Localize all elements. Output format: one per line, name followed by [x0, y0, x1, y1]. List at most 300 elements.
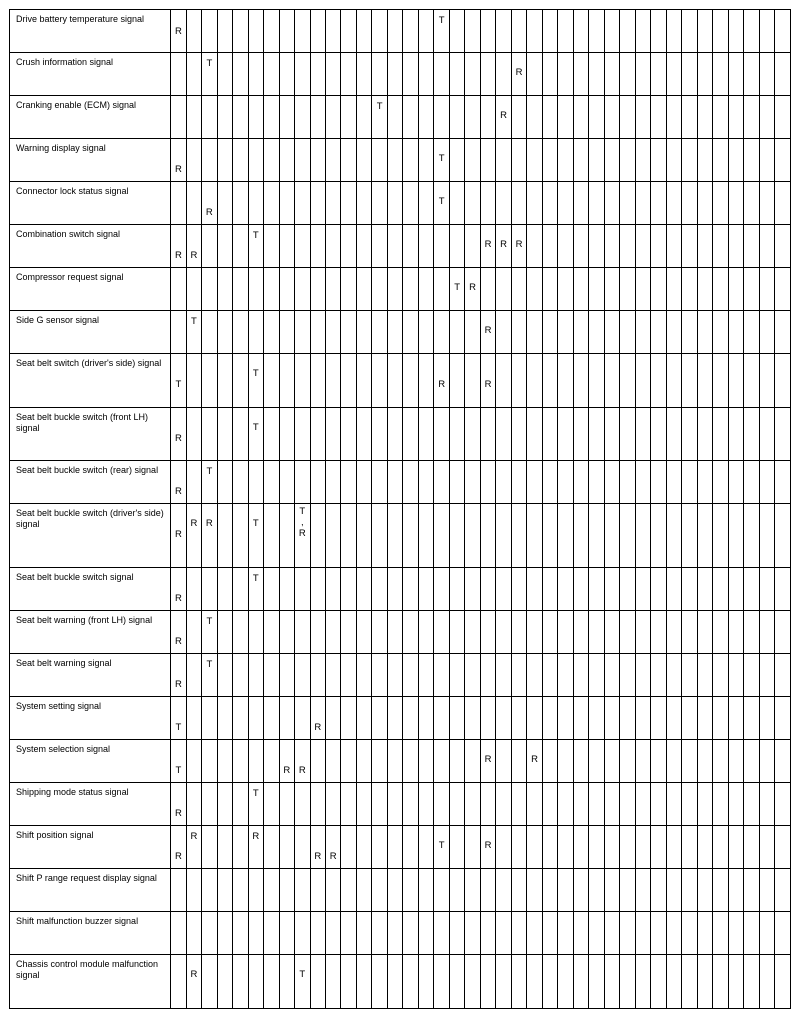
matrix-cell — [744, 697, 759, 740]
matrix-cell — [217, 139, 232, 182]
matrix-cell — [558, 10, 573, 53]
matrix-cell — [248, 740, 263, 783]
matrix-cell — [620, 311, 635, 354]
matrix-cell — [186, 869, 201, 912]
matrix-cell — [635, 10, 650, 53]
matrix-cell — [372, 139, 387, 182]
matrix-cell — [775, 10, 791, 53]
matrix-cell — [620, 408, 635, 461]
matrix-mark: T — [454, 282, 461, 293]
signal-name: Chassis control module malfunction signal — [16, 959, 159, 980]
matrix-cell — [372, 182, 387, 225]
matrix-cell — [434, 568, 449, 611]
matrix-cell — [635, 783, 650, 826]
matrix-cell — [759, 504, 774, 568]
matrix-cell — [356, 697, 371, 740]
matrix-cell — [310, 869, 325, 912]
matrix-cell — [651, 354, 666, 408]
matrix-cell — [217, 268, 232, 311]
matrix-cell — [480, 955, 495, 1009]
matrix-cell — [542, 869, 557, 912]
matrix-cell — [511, 740, 526, 783]
signal-row — [10, 461, 791, 504]
matrix-cell — [558, 268, 573, 311]
matrix-cell — [434, 354, 449, 408]
matrix-cell — [759, 912, 774, 955]
matrix-cell — [775, 354, 791, 408]
matrix-cell — [233, 611, 248, 654]
matrix-mark: R — [484, 239, 492, 250]
matrix-cell — [326, 461, 341, 504]
matrix-cell — [666, 139, 681, 182]
matrix-cell — [589, 354, 604, 408]
signal-row — [10, 697, 791, 740]
matrix-cell — [713, 869, 728, 912]
matrix-cell — [666, 225, 681, 268]
matrix-cell — [295, 611, 310, 654]
matrix-mark: R — [174, 164, 182, 175]
matrix-cell — [651, 311, 666, 354]
signal-name-cell — [10, 504, 171, 568]
matrix-cell — [372, 740, 387, 783]
matrix-cell — [620, 10, 635, 53]
signal-row — [10, 740, 791, 783]
matrix-cell — [186, 611, 201, 654]
matrix-cell — [264, 408, 279, 461]
signal-name-cell — [10, 53, 171, 96]
matrix-cell — [511, 504, 526, 568]
matrix-cell — [217, 955, 232, 1009]
matrix-cell — [496, 182, 511, 225]
matrix-cell — [310, 53, 325, 96]
matrix-cell — [341, 96, 356, 139]
matrix-cell — [775, 869, 791, 912]
matrix-cell — [573, 139, 588, 182]
matrix-cell — [248, 697, 263, 740]
matrix-cell — [356, 783, 371, 826]
matrix-cell — [449, 611, 464, 654]
matrix-mark: T — [206, 659, 213, 670]
matrix-cell — [759, 225, 774, 268]
matrix-cell — [651, 740, 666, 783]
matrix-cell — [744, 504, 759, 568]
matrix-cell — [511, 654, 526, 697]
matrix-cell — [403, 826, 418, 869]
matrix-cell — [527, 654, 542, 697]
matrix-cell — [682, 268, 697, 311]
matrix-cell — [341, 225, 356, 268]
matrix-cell — [202, 826, 217, 869]
matrix-cell — [248, 654, 263, 697]
matrix-cell — [434, 697, 449, 740]
matrix-cell — [248, 225, 263, 268]
matrix-cell — [310, 461, 325, 504]
matrix-cell — [775, 225, 791, 268]
matrix-cell — [697, 311, 712, 354]
matrix-cell — [744, 568, 759, 611]
matrix-cell — [310, 354, 325, 408]
matrix-cell — [217, 869, 232, 912]
matrix-cell — [666, 869, 681, 912]
matrix-cell — [418, 182, 433, 225]
matrix-cell — [573, 225, 588, 268]
matrix-cell — [403, 311, 418, 354]
matrix-cell — [728, 96, 743, 139]
matrix-mark: R — [174, 433, 182, 444]
matrix-cell — [465, 461, 480, 504]
matrix-cell — [434, 504, 449, 568]
matrix-cell — [511, 461, 526, 504]
matrix-cell — [496, 611, 511, 654]
matrix-cell — [295, 955, 310, 1009]
matrix-cell — [542, 740, 557, 783]
matrix-cell — [713, 654, 728, 697]
matrix-cell — [511, 869, 526, 912]
matrix-cell — [341, 182, 356, 225]
matrix-cell — [713, 311, 728, 354]
matrix-cell — [558, 504, 573, 568]
matrix-cell — [295, 783, 310, 826]
matrix-cell — [558, 568, 573, 611]
matrix-cell — [356, 568, 371, 611]
matrix-cell — [233, 408, 248, 461]
matrix-cell — [744, 955, 759, 1009]
matrix-cell — [310, 568, 325, 611]
matrix-cell — [728, 53, 743, 96]
matrix-cell — [310, 408, 325, 461]
matrix-cell — [171, 869, 186, 912]
matrix-cell — [682, 182, 697, 225]
matrix-cell — [186, 311, 201, 354]
matrix-mark: R — [500, 239, 507, 250]
matrix-cell — [666, 568, 681, 611]
matrix-cell — [604, 504, 619, 568]
matrix-cell — [248, 53, 263, 96]
matrix-cell — [775, 783, 791, 826]
matrix-cell — [697, 504, 712, 568]
matrix-cell — [310, 10, 325, 53]
matrix-cell — [511, 53, 526, 96]
matrix-cell — [744, 182, 759, 225]
matrix-mark: T — [252, 518, 259, 529]
matrix-cell — [589, 53, 604, 96]
matrix-cell — [666, 53, 681, 96]
matrix-cell — [372, 53, 387, 96]
signal-name: System selection signal — [16, 744, 111, 754]
signal-name: Seat belt warning (front LH) signal — [16, 615, 153, 625]
matrix-mark: R — [174, 636, 182, 647]
matrix-cell — [527, 611, 542, 654]
matrix-cell — [171, 697, 186, 740]
matrix-mark: R — [174, 529, 182, 540]
matrix-cell — [341, 408, 356, 461]
matrix-cell — [279, 611, 294, 654]
matrix-cell — [465, 268, 480, 311]
matrix-cell — [775, 182, 791, 225]
matrix-cell — [233, 139, 248, 182]
matrix-cell — [759, 139, 774, 182]
matrix-cell — [604, 354, 619, 408]
matrix-cell — [233, 354, 248, 408]
signal-name-cell — [10, 461, 171, 504]
matrix-cell — [604, 268, 619, 311]
signal-row — [10, 182, 791, 225]
matrix-cell — [697, 225, 712, 268]
signal-matrix-table — [9, 9, 791, 1009]
matrix-cell — [604, 654, 619, 697]
matrix-cell — [326, 10, 341, 53]
matrix-cell — [697, 783, 712, 826]
matrix-cell — [326, 408, 341, 461]
matrix-cell — [558, 408, 573, 461]
matrix-cell — [465, 139, 480, 182]
matrix-cell — [310, 182, 325, 225]
matrix-cell — [496, 225, 511, 268]
matrix-cell — [387, 912, 402, 955]
signal-matrix-body — [10, 10, 791, 1009]
matrix-cell — [449, 354, 464, 408]
matrix-cell — [465, 10, 480, 53]
matrix-cell — [558, 225, 573, 268]
matrix-cell — [542, 268, 557, 311]
matrix-cell — [713, 10, 728, 53]
matrix-cell — [527, 311, 542, 354]
matrix-cell — [759, 354, 774, 408]
matrix-cell — [759, 783, 774, 826]
matrix-cell — [604, 826, 619, 869]
matrix-cell — [372, 10, 387, 53]
matrix-cell — [542, 783, 557, 826]
matrix-cell — [589, 912, 604, 955]
matrix-cell — [387, 611, 402, 654]
matrix-cell — [511, 611, 526, 654]
matrix-cell — [728, 10, 743, 53]
matrix-cell — [666, 96, 681, 139]
matrix-cell — [697, 96, 712, 139]
matrix-cell — [418, 311, 433, 354]
matrix-cell — [759, 955, 774, 1009]
matrix-cell — [635, 826, 650, 869]
matrix-cell — [480, 869, 495, 912]
matrix-cell — [233, 654, 248, 697]
matrix-cell — [558, 96, 573, 139]
matrix-cell — [620, 268, 635, 311]
matrix-cell — [186, 354, 201, 408]
matrix-mark: T — [175, 379, 182, 390]
matrix-cell — [635, 568, 650, 611]
matrix-cell — [310, 96, 325, 139]
matrix-cell — [233, 96, 248, 139]
matrix-cell — [759, 408, 774, 461]
matrix-cell — [418, 354, 433, 408]
signal-name: Seat belt buckle switch signal — [16, 572, 134, 582]
matrix-cell — [542, 654, 557, 697]
signal-name-cell — [10, 268, 171, 311]
matrix-cell — [202, 225, 217, 268]
matrix-cell — [449, 504, 464, 568]
matrix-cell — [744, 53, 759, 96]
matrix-cell — [496, 912, 511, 955]
matrix-cell — [635, 654, 650, 697]
matrix-cell — [217, 182, 232, 225]
matrix-cell — [620, 912, 635, 955]
matrix-cell — [542, 408, 557, 461]
matrix-cell — [295, 697, 310, 740]
matrix-cell — [465, 697, 480, 740]
matrix-cell — [356, 504, 371, 568]
matrix-mark: T — [376, 101, 383, 112]
matrix-cell — [558, 611, 573, 654]
matrix-cell — [202, 10, 217, 53]
matrix-cell — [264, 311, 279, 354]
matrix-cell — [202, 611, 217, 654]
matrix-cell — [682, 354, 697, 408]
matrix-cell — [449, 96, 464, 139]
signal-name: Shift P range request display signal — [16, 873, 157, 883]
matrix-cell — [465, 96, 480, 139]
matrix-cell — [542, 10, 557, 53]
matrix-cell — [728, 697, 743, 740]
matrix-cell — [310, 611, 325, 654]
matrix-cell — [635, 139, 650, 182]
matrix-cell — [326, 869, 341, 912]
matrix-cell — [202, 869, 217, 912]
matrix-mark: R — [252, 831, 260, 842]
matrix-cell — [558, 783, 573, 826]
matrix-cell — [264, 869, 279, 912]
matrix-cell — [403, 568, 418, 611]
matrix-cell — [233, 955, 248, 1009]
matrix-cell — [434, 740, 449, 783]
matrix-cell — [372, 912, 387, 955]
matrix-cell — [682, 869, 697, 912]
matrix-cell — [542, 139, 557, 182]
matrix-cell — [326, 96, 341, 139]
matrix-cell — [202, 408, 217, 461]
matrix-mark: T — [175, 765, 182, 776]
matrix-cell — [775, 461, 791, 504]
matrix-cell — [682, 225, 697, 268]
matrix-cell — [264, 740, 279, 783]
matrix-cell — [387, 654, 402, 697]
matrix-cell — [186, 697, 201, 740]
signal-row — [10, 139, 791, 182]
matrix-cell — [233, 311, 248, 354]
matrix-cell — [295, 869, 310, 912]
matrix-mark: R — [469, 282, 477, 293]
signal-name: Connector lock status signal — [16, 186, 129, 196]
matrix-cell — [171, 10, 186, 53]
matrix-cell — [434, 96, 449, 139]
matrix-cell — [666, 826, 681, 869]
signal-name-cell — [10, 654, 171, 697]
signal-name-cell — [10, 869, 171, 912]
matrix-cell — [310, 311, 325, 354]
matrix-cell — [620, 53, 635, 96]
matrix-cell — [682, 740, 697, 783]
matrix-mark: R — [298, 765, 306, 776]
matrix-mark: R — [174, 808, 182, 819]
matrix-cell — [744, 10, 759, 53]
matrix-mark: R — [174, 593, 182, 604]
matrix-cell — [264, 461, 279, 504]
matrix-cell — [326, 225, 341, 268]
matrix-cell — [728, 912, 743, 955]
matrix-cell — [387, 740, 402, 783]
matrix-cell — [326, 611, 341, 654]
matrix-cell — [295, 504, 310, 568]
matrix-cell — [403, 697, 418, 740]
matrix-cell — [480, 697, 495, 740]
signal-row — [10, 912, 791, 955]
matrix-cell — [527, 740, 542, 783]
matrix-cell — [635, 740, 650, 783]
signal-row — [10, 311, 791, 354]
matrix-cell — [651, 611, 666, 654]
matrix-cell — [233, 461, 248, 504]
matrix-cell — [465, 955, 480, 1009]
signal-name: Drive battery temperature signal — [16, 14, 145, 24]
matrix-cell — [573, 268, 588, 311]
matrix-cell — [341, 912, 356, 955]
matrix-cell — [666, 10, 681, 53]
matrix-cell — [697, 53, 712, 96]
matrix-cell — [713, 461, 728, 504]
matrix-cell — [171, 654, 186, 697]
matrix-cell — [434, 654, 449, 697]
matrix-cell — [171, 311, 186, 354]
matrix-mark: R — [190, 969, 198, 980]
matrix-cell — [233, 783, 248, 826]
matrix-cell — [248, 354, 263, 408]
matrix-cell — [558, 139, 573, 182]
matrix-cell — [186, 53, 201, 96]
matrix-cell — [403, 182, 418, 225]
signal-row — [10, 869, 791, 912]
signal-row — [10, 611, 791, 654]
matrix-cell — [434, 826, 449, 869]
matrix-cell — [186, 783, 201, 826]
matrix-cell — [217, 354, 232, 408]
matrix-cell — [310, 504, 325, 568]
matrix-cell — [217, 461, 232, 504]
matrix-cell — [202, 461, 217, 504]
matrix-cell — [604, 96, 619, 139]
matrix-cell — [418, 268, 433, 311]
matrix-cell — [480, 53, 495, 96]
matrix-cell — [279, 783, 294, 826]
matrix-cell — [744, 96, 759, 139]
matrix-cell — [713, 740, 728, 783]
matrix-cell — [403, 740, 418, 783]
matrix-cell — [264, 783, 279, 826]
matrix-cell — [666, 354, 681, 408]
matrix-cell — [341, 268, 356, 311]
matrix-cell — [310, 783, 325, 826]
matrix-cell — [418, 955, 433, 1009]
matrix-cell — [217, 826, 232, 869]
matrix-cell — [713, 268, 728, 311]
matrix-cell — [666, 955, 681, 1009]
matrix-cell — [604, 783, 619, 826]
matrix-cell — [217, 654, 232, 697]
matrix-cell — [372, 611, 387, 654]
matrix-cell — [372, 826, 387, 869]
matrix-mark: R — [329, 851, 337, 862]
matrix-cell — [387, 869, 402, 912]
matrix-cell — [480, 568, 495, 611]
matrix-cell — [387, 826, 402, 869]
